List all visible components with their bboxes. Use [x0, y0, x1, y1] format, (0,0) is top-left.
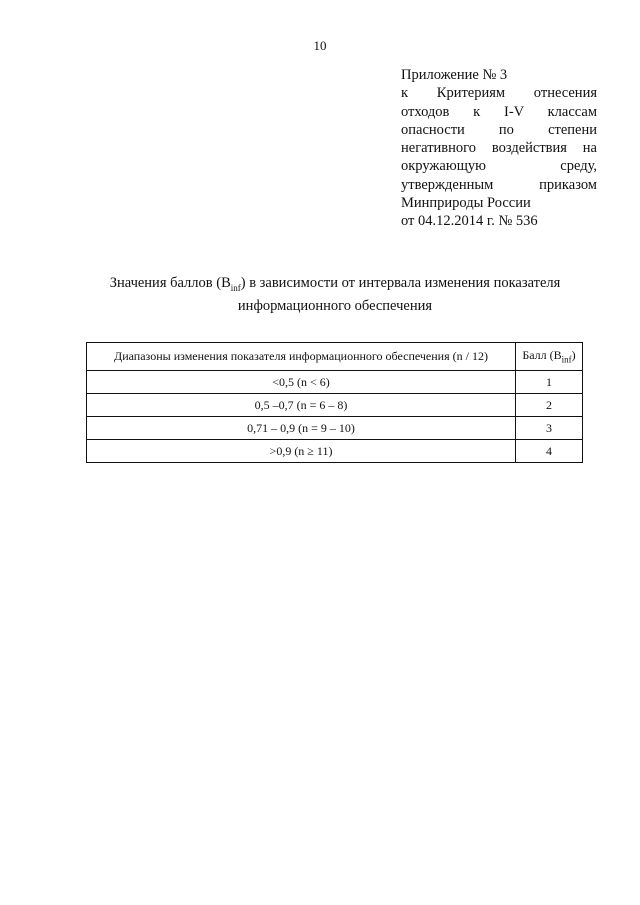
range-cell: 0,71 – 0,9 (n = 9 – 10) — [87, 417, 516, 440]
table-row — [87, 394, 583, 417]
appendix-line: Минприроды России — [401, 195, 531, 212]
table-row — [87, 371, 583, 394]
appendix-line: окружающую среду, — [401, 158, 597, 175]
score-cell: 2 — [516, 394, 583, 417]
score-cell: 1 — [516, 371, 583, 394]
appendix-line: утвержденным приказом — [401, 176, 597, 193]
appendix-line: опасности по степени — [401, 121, 597, 138]
appendix-line: Приложение № 3 — [401, 67, 508, 83]
table-header-row — [87, 343, 583, 371]
range-cell: >0,9 (n ≥ 11) — [87, 440, 516, 463]
range-cell: 0,5 –0,7 (n = 6 – 8) — [87, 394, 516, 417]
appendix-note — [401, 66, 597, 231]
title-line-1: Значения баллов $(B_{inf})$ в зависимости от интервала изменения показателя — [109, 275, 561, 293]
table-title — [60, 274, 610, 315]
appendix-line: от 04.12.2014 г. № 536 — [401, 213, 538, 230]
scores-table — [86, 342, 583, 463]
table-row — [87, 417, 583, 440]
score-cell: 4 — [516, 440, 583, 463]
appendix-line: к Критериям отнесения — [401, 85, 597, 102]
header-score: Балл $(B_{inf})$ — [516, 343, 583, 371]
header-range: Диапазоны изменения показателя информационного обеспечения (n / 12) — [87, 343, 516, 371]
score-cell: 3 — [516, 417, 583, 440]
title-line-2: информационного обеспечения — [237, 297, 433, 314]
appendix-line: негативного воздействия на — [401, 140, 597, 157]
range-cell: <0,5 (n < 6) — [87, 371, 516, 394]
appendix-line: отходов к I-V классам — [401, 103, 597, 120]
table-row — [87, 440, 583, 463]
page-number: 10 — [313, 38, 327, 53]
